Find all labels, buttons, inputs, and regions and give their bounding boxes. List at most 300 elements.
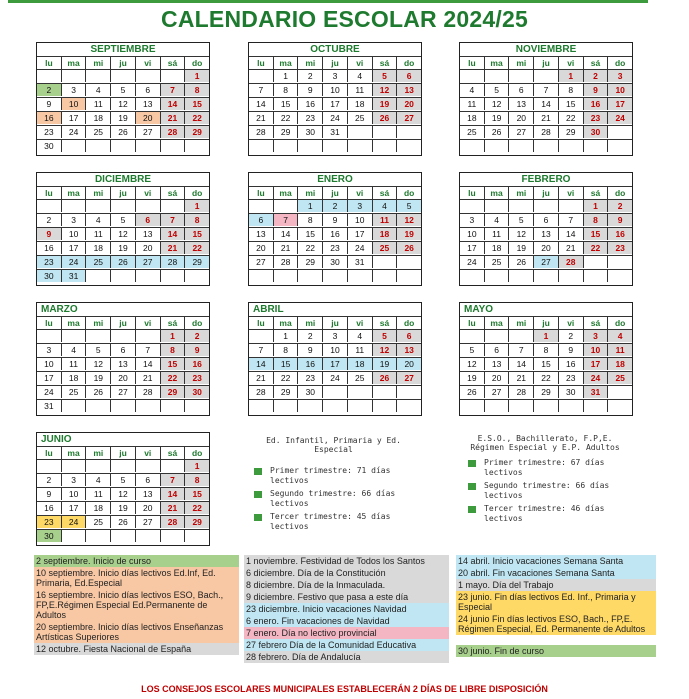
day-cell: 12	[372, 344, 397, 356]
day-cell: 12	[110, 98, 135, 110]
note-item: 24 junio Fin días lectivos ESO, Bach., FP,E. Régimen Especial, Ed. Permanente de Adultos	[456, 613, 656, 635]
day-cell: 3	[322, 330, 347, 342]
day-cell: 1	[160, 330, 185, 342]
day-cell: 9	[583, 84, 608, 96]
day-cell: 14	[249, 358, 273, 370]
day-cell	[347, 126, 372, 138]
day-cell	[322, 400, 347, 412]
day-cell: 1	[273, 70, 298, 82]
day-cell: 2	[322, 200, 347, 212]
weekday-header	[37, 446, 209, 459]
day-cell: 3	[347, 200, 372, 212]
weekday-label: vi	[558, 317, 583, 329]
day-cell: 19	[508, 242, 533, 254]
day-cell: 21	[273, 242, 298, 254]
week-row	[460, 69, 632, 82]
day-cell	[484, 70, 509, 82]
day-cell: 16	[184, 358, 209, 370]
weekday-label: mi	[297, 187, 322, 199]
day-cell	[347, 400, 372, 412]
day-cell: 4	[607, 330, 632, 342]
weekday-label: do	[396, 187, 421, 199]
day-cell	[160, 200, 185, 212]
day-cell	[533, 270, 558, 282]
day-cell: 24	[61, 126, 86, 138]
day-cell: 22	[184, 112, 209, 124]
day-cell: 5	[372, 70, 397, 82]
day-cell: 27	[484, 386, 509, 398]
note-item: 23 diciembre. Inicio vacaciones Navidad	[244, 603, 449, 615]
day-cell: 9	[558, 344, 583, 356]
week-row	[37, 529, 209, 542]
day-cell	[558, 400, 583, 412]
day-cell: 27	[135, 516, 160, 528]
day-cell: 23	[37, 256, 61, 268]
day-cell: 22	[583, 242, 608, 254]
day-cell	[322, 140, 347, 152]
weekday-label: sá	[372, 317, 397, 329]
weekday-label: sá	[160, 57, 185, 69]
day-cell	[583, 270, 608, 282]
day-cell: 5	[372, 330, 397, 342]
weekday-header	[249, 186, 421, 199]
day-cell	[322, 386, 347, 398]
day-cell	[135, 460, 160, 472]
day-cell: 6	[135, 84, 160, 96]
day-cell: 18	[607, 358, 632, 370]
day-cell: 19	[467, 373, 477, 383]
day-cell: 31	[347, 256, 372, 268]
day-cell	[297, 270, 322, 282]
day-cell: 21	[160, 502, 185, 514]
day-cell: 1	[533, 330, 558, 342]
day-cell: 23	[184, 372, 209, 384]
week-row	[37, 97, 209, 110]
day-cell: 12	[396, 214, 421, 226]
day-cell	[85, 530, 110, 542]
weekday-header	[37, 186, 209, 199]
week-row	[249, 255, 421, 268]
day-cell	[484, 400, 509, 412]
day-cell	[249, 140, 273, 152]
day-cell: 10	[61, 488, 86, 500]
day-cell: 24	[583, 372, 608, 384]
legend-eso	[460, 434, 630, 527]
bullet-icon	[254, 468, 262, 475]
day-cell: 1	[184, 460, 209, 472]
week-row	[249, 241, 421, 254]
day-cell: 22	[160, 372, 185, 384]
weekday-label: sá	[583, 57, 608, 69]
day-cell: 15	[160, 358, 185, 370]
week-row	[37, 357, 209, 370]
day-cell: 21	[160, 242, 185, 254]
day-cell	[37, 330, 61, 342]
day-cell	[160, 530, 185, 542]
day-cell	[607, 400, 632, 412]
day-cell: 3	[322, 70, 347, 82]
day-cell: 21	[256, 373, 266, 383]
weekday-label: do	[396, 317, 421, 329]
day-cell: 22	[184, 242, 209, 254]
day-cell: 23	[558, 372, 583, 384]
day-cell: 12	[508, 228, 533, 240]
day-cell: 9	[184, 344, 209, 356]
weekday-label: lu	[45, 448, 53, 458]
day-cell: 18	[61, 372, 86, 384]
week-row	[37, 487, 209, 500]
legend-item: Segundo trimestre: 66 días lectivos	[246, 489, 421, 509]
day-cell: 17	[467, 243, 477, 253]
day-cell	[372, 386, 397, 398]
day-cell	[460, 140, 484, 152]
day-cell: 5	[469, 345, 475, 355]
day-cell	[460, 270, 484, 282]
day-cell	[508, 270, 533, 282]
week-row	[37, 255, 209, 268]
day-cell	[508, 200, 533, 212]
day-cell: 12	[110, 228, 135, 240]
day-cell: 9	[46, 99, 52, 109]
day-cell	[583, 256, 608, 268]
week-row	[37, 111, 209, 124]
week-row	[37, 459, 209, 472]
day-cell	[607, 256, 632, 268]
week-row	[249, 357, 421, 370]
day-cell: 16	[44, 243, 54, 253]
note-item: 1 noviembre. Festividad de Todos los Santos	[244, 555, 449, 567]
day-cell: 23	[297, 112, 322, 124]
day-cell: 20	[135, 242, 160, 254]
weekday-label: mi	[508, 317, 533, 329]
weekday-label: ju	[110, 317, 135, 329]
day-cell: 24	[44, 387, 54, 397]
weekday-header	[37, 316, 209, 329]
day-cell: 19	[110, 242, 135, 254]
day-cell: 11	[85, 488, 110, 500]
day-cell	[37, 460, 61, 472]
day-cell: 22	[273, 112, 298, 124]
month-noviembre	[459, 42, 633, 156]
day-cell: 14	[256, 99, 266, 109]
day-cell: 13	[135, 228, 160, 240]
day-cell	[558, 140, 583, 152]
day-cell	[484, 140, 509, 152]
month-name: OCTUBRE	[310, 44, 360, 55]
day-cell	[135, 270, 160, 282]
legend-item: Tercer trimestre: 46 días lectivos	[460, 504, 630, 524]
legend-infantil-heading: Ed. Infantil, Primaria y Ed. Especial	[266, 436, 401, 454]
day-cell: 16	[297, 98, 322, 110]
weekday-label: vi	[347, 57, 372, 69]
day-cell: 10	[322, 84, 347, 96]
day-cell: 3	[61, 474, 86, 486]
day-cell	[607, 140, 632, 152]
day-cell: 14	[533, 98, 558, 110]
week-row	[460, 199, 632, 212]
weekday-label: sá	[372, 187, 397, 199]
day-cell: 18	[347, 98, 372, 110]
day-cell	[110, 270, 135, 282]
week-row	[37, 329, 209, 342]
day-cell: 12	[484, 98, 509, 110]
week-row	[37, 69, 209, 82]
day-cell: 28	[508, 386, 533, 398]
day-cell	[85, 330, 110, 342]
day-cell: 6	[484, 344, 509, 356]
weekday-label: mi	[297, 317, 322, 329]
day-cell: 9	[46, 489, 52, 499]
week-row	[460, 357, 632, 370]
day-cell: 8	[297, 214, 322, 226]
day-cell: 3	[46, 345, 52, 355]
day-cell: 6	[249, 214, 273, 226]
weekday-header	[249, 56, 421, 69]
day-cell: 7	[258, 85, 264, 95]
day-cell: 3	[607, 70, 632, 82]
day-cell: 30	[37, 530, 61, 542]
day-cell: 18	[347, 358, 372, 370]
day-cell	[273, 140, 298, 152]
day-cell: 19	[396, 228, 421, 240]
month-marzo	[36, 302, 210, 416]
day-cell: 13	[135, 488, 160, 500]
day-cell: 9	[322, 214, 347, 226]
day-cell: 8	[184, 474, 209, 486]
week-row	[249, 227, 421, 240]
day-cell	[372, 140, 397, 152]
day-cell: 25	[467, 127, 477, 137]
note-item: 28 febrero. Día de Andalucía	[244, 651, 449, 663]
day-cell: 19	[372, 98, 397, 110]
day-cell	[372, 400, 397, 412]
day-cell	[135, 400, 160, 412]
note-item: 8 diciembre. Día de la Inmaculada.	[244, 579, 449, 591]
day-cell	[297, 140, 322, 152]
weekday-label: mi	[85, 447, 110, 459]
day-cell: 30	[297, 386, 322, 398]
weekday-label: ma	[484, 317, 509, 329]
day-cell: 9	[297, 84, 322, 96]
day-cell	[508, 70, 533, 82]
month-name: FEBRERO	[521, 174, 571, 185]
weekday-label: do	[184, 317, 209, 329]
week-row	[37, 199, 209, 212]
day-cell: 2	[297, 70, 322, 82]
day-cell: 2	[558, 330, 583, 342]
day-cell: 14	[558, 228, 583, 240]
weekday-label: mi	[508, 187, 533, 199]
day-cell: 16	[607, 228, 632, 240]
day-cell	[160, 140, 185, 152]
day-cell: 29	[184, 516, 209, 528]
day-cell	[607, 270, 632, 282]
day-cell: 20	[110, 372, 135, 384]
month-name: DICIEMBRE	[94, 174, 152, 185]
day-cell	[347, 270, 372, 282]
day-cell: 14	[135, 358, 160, 370]
day-cell: 28	[160, 126, 185, 138]
day-cell	[135, 330, 160, 342]
day-cell: 1	[184, 200, 209, 212]
day-cell: 21	[533, 112, 558, 124]
day-cell	[135, 200, 160, 212]
day-cell: 25	[85, 516, 110, 528]
day-cell: 26	[372, 112, 397, 124]
weekday-label: do	[184, 447, 209, 459]
day-cell	[533, 200, 558, 212]
day-cell: 18	[484, 242, 509, 254]
day-cell: 16	[297, 358, 322, 370]
day-cell: 26	[508, 256, 533, 268]
week-row	[37, 515, 209, 528]
weekday-label: sá	[160, 447, 185, 459]
legend-item: Tercer trimestre: 45 días lectivos	[246, 512, 421, 532]
month-name: JUNIO	[41, 434, 72, 445]
day-cell: 29	[558, 126, 583, 138]
day-cell: 28	[135, 386, 160, 398]
day-cell: 25	[347, 112, 372, 124]
day-cell	[184, 270, 209, 282]
day-cell: 14	[160, 98, 185, 110]
day-cell: 27	[135, 126, 160, 138]
day-cell	[297, 400, 322, 412]
day-cell: 5	[110, 84, 135, 96]
day-cell: 13	[256, 229, 266, 239]
day-cell	[396, 400, 421, 412]
day-cell: 27	[396, 372, 421, 384]
day-cell: 19	[110, 502, 135, 514]
day-cell	[460, 330, 484, 342]
day-cell: 25	[85, 126, 110, 138]
day-cell: 23	[297, 372, 322, 384]
week-row	[249, 69, 421, 82]
note-item: 14 abril. Inicio vacaciones Semana Santa	[456, 555, 656, 567]
day-cell: 17	[322, 98, 347, 110]
day-cell: 26	[484, 126, 509, 138]
day-cell: 17	[44, 373, 54, 383]
day-cell: 14	[508, 358, 533, 370]
month-mayo	[459, 302, 633, 416]
day-cell	[61, 530, 86, 542]
week-row	[460, 97, 632, 110]
day-cell: 25	[484, 256, 509, 268]
weekday-label: lu	[468, 188, 476, 198]
day-cell: 10	[607, 84, 632, 96]
note-item: 7 enero. Día no lectivo provincial	[244, 627, 449, 639]
day-cell: 15	[184, 228, 209, 240]
weekday-label: do	[607, 57, 632, 69]
day-cell	[85, 140, 110, 152]
day-cell	[607, 126, 632, 138]
day-cell	[184, 140, 209, 152]
week-row	[249, 125, 421, 138]
day-cell	[135, 70, 160, 82]
day-cell	[249, 400, 273, 412]
weekday-label: lu	[468, 318, 476, 328]
week-row	[249, 199, 421, 212]
day-cell	[460, 400, 484, 412]
weekday-label: ma	[273, 317, 298, 329]
weekday-label: do	[607, 187, 632, 199]
day-cell	[61, 200, 86, 212]
day-cell: 12	[110, 488, 135, 500]
day-cell: 6	[533, 214, 558, 226]
week-row	[37, 241, 209, 254]
day-cell: 11	[85, 98, 110, 110]
day-cell	[583, 400, 608, 412]
day-cell: 10	[347, 214, 372, 226]
day-cell: 21	[135, 372, 160, 384]
week-row	[460, 385, 632, 398]
day-cell: 18	[85, 502, 110, 514]
day-cell: 8	[273, 344, 298, 356]
day-cell: 1	[558, 70, 583, 82]
day-cell: 2	[607, 200, 632, 212]
day-cell	[110, 400, 135, 412]
weekday-label: sá	[160, 317, 185, 329]
week-row	[37, 371, 209, 384]
month-abril	[248, 302, 422, 416]
weekday-label: lu	[45, 188, 53, 198]
week-row	[37, 501, 209, 514]
day-cell: 25	[607, 372, 632, 384]
day-cell	[533, 400, 558, 412]
week-row	[460, 83, 632, 96]
weekday-label: ju	[110, 447, 135, 459]
week-row	[460, 213, 632, 226]
weekday-label: vi	[347, 187, 372, 199]
day-cell: 14	[273, 228, 298, 240]
day-cell: 10	[61, 228, 86, 240]
day-cell: 10	[61, 98, 86, 110]
day-cell	[184, 400, 209, 412]
day-cell: 6	[396, 330, 421, 342]
weekday-label: ma	[61, 317, 86, 329]
day-cell: 27	[533, 256, 558, 268]
day-cell: 8	[558, 84, 583, 96]
day-cell: 6	[135, 214, 160, 226]
week-row	[460, 329, 632, 342]
day-cell	[110, 200, 135, 212]
day-cell: 31	[583, 386, 608, 398]
day-cell: 26	[110, 516, 135, 528]
weekday-label: mi	[85, 187, 110, 199]
weekday-label: ju	[533, 317, 558, 329]
day-cell: 25	[347, 372, 372, 384]
day-cell	[110, 460, 135, 472]
day-cell: 24	[467, 257, 477, 267]
week-row	[37, 83, 209, 96]
weekday-label: do	[396, 57, 421, 69]
day-cell: 17	[61, 242, 86, 254]
weekday-label: vi	[347, 317, 372, 329]
day-cell: 18	[467, 113, 477, 123]
weekday-label: vi	[558, 187, 583, 199]
day-cell: 20	[484, 372, 509, 384]
day-cell: 25	[85, 256, 110, 268]
day-cell	[460, 70, 484, 82]
day-cell: 27	[135, 256, 160, 268]
weekday-label: lu	[45, 318, 53, 328]
day-cell	[372, 270, 397, 282]
month-junio	[36, 432, 210, 546]
day-cell	[460, 200, 484, 212]
day-cell: 4	[61, 344, 86, 356]
day-cell	[347, 386, 372, 398]
day-cell	[583, 140, 608, 152]
day-cell	[110, 330, 135, 342]
